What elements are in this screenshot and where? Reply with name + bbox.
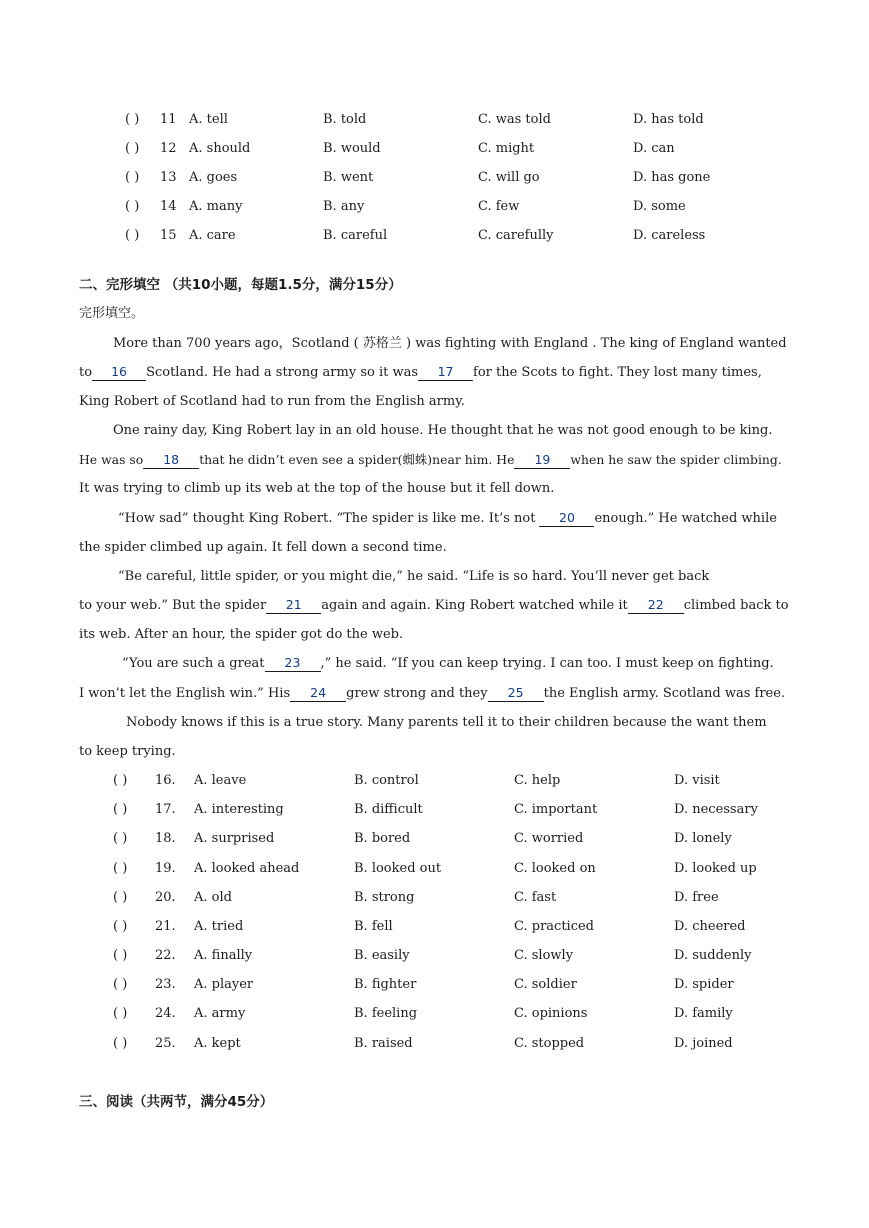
option-c: C. help <box>514 773 561 788</box>
question-number: 11 <box>160 112 177 127</box>
blank-18: 18 <box>143 452 199 469</box>
question-number: 21. <box>155 919 176 934</box>
section-instruction: 完形填空。 <box>79 306 145 321</box>
option-c: C. might <box>478 141 535 156</box>
passage-line <box>79 450 789 470</box>
option-a: A. surprised <box>194 831 275 846</box>
option-b: B. control <box>354 773 419 788</box>
answer-paren: ( ) <box>113 948 128 963</box>
passage-line <box>79 363 784 383</box>
option-c: C. soldier <box>514 977 577 992</box>
question-number: 18. <box>155 831 176 846</box>
option-a: A. many <box>189 199 243 214</box>
answer-paren: ( ) <box>113 919 128 934</box>
choice-row <box>113 946 833 966</box>
question-number: 25. <box>155 1036 176 1051</box>
question-number: 22. <box>155 948 176 963</box>
passage-line: its web. After an hour, the spider got do the web. <box>79 627 404 642</box>
option-b: B. raised <box>354 1036 413 1051</box>
question-number: 15 <box>160 228 177 243</box>
option-d: D. careless <box>633 228 706 243</box>
option-c: C. fast <box>514 890 557 905</box>
blank-21: 21 <box>266 597 321 614</box>
option-a: A. kept <box>194 1036 241 1051</box>
choice-row <box>113 859 833 879</box>
passage-line: the spider climbed up again. It fell down a second time. <box>79 540 447 555</box>
option-b: B. feeling <box>354 1006 418 1021</box>
option-b: B. any <box>323 199 365 214</box>
passage-text: when he saw the spider climbing. <box>570 452 782 467</box>
option-d: D. some <box>633 199 686 214</box>
option-d: D. cheered <box>674 919 746 934</box>
option-d: D. has gone <box>633 170 711 185</box>
option-d: D. can <box>633 141 675 156</box>
blank-16: 16 <box>92 364 146 381</box>
passage-line: “Be careful, little spider, or you might die,” he said. “Life is so hard. You’ll never get back <box>118 569 710 584</box>
question-number: 12 <box>160 141 177 156</box>
option-c: C. carefully <box>478 228 554 243</box>
option-b: B. went <box>323 170 374 185</box>
question-number: 16. <box>155 773 176 788</box>
passage-text: for the Scots to fight. They lost many times, <box>473 365 762 380</box>
question-number: 20. <box>155 890 176 905</box>
answer-paren: ( ) <box>113 802 128 817</box>
answer-paren: ( ) <box>113 1036 128 1051</box>
choice-row <box>125 168 845 188</box>
blank-23: 23 <box>265 655 321 672</box>
option-d: D. lonely <box>674 831 732 846</box>
answer-paren: ( ) <box>125 141 140 156</box>
passage-text: I won’t let the English win.” His <box>79 686 291 701</box>
passage-line: It was trying to climb up its web at the top of the house but it fell down. <box>79 481 555 496</box>
answer-paren: ( ) <box>113 831 128 846</box>
answer-paren: ( ) <box>125 170 140 185</box>
passage-text: “How sad” thought King Robert. “The spider is like me. It’s not <box>118 511 536 526</box>
choice-row <box>125 139 845 159</box>
question-number: 23. <box>155 977 176 992</box>
option-c: C. few <box>478 199 520 214</box>
answer-paren: ( ) <box>113 1006 128 1021</box>
option-b: B. fighter <box>354 977 417 992</box>
option-a: A. should <box>189 141 251 156</box>
passage-text: climbed back to <box>683 598 789 613</box>
option-b: B. bored <box>354 831 411 846</box>
choice-row <box>113 800 833 820</box>
option-c: C. slowly <box>514 948 574 963</box>
choice-row <box>125 226 845 246</box>
option-a: A. care <box>189 228 236 243</box>
passage-line: to keep trying. <box>79 744 176 759</box>
option-d: D. visit <box>674 773 720 788</box>
option-d: D. necessary <box>674 802 758 817</box>
choice-row <box>113 1004 833 1024</box>
passage-text: ,” he said. “If you can keep trying. I can too. I must keep on fighting. <box>320 656 774 671</box>
option-b: B. careful <box>323 228 388 243</box>
blank-19: 19 <box>514 452 570 469</box>
passage-text: that he didn’t even see a spider(蜘蛛)near him. He <box>199 452 515 467</box>
option-b: B. strong <box>354 890 415 905</box>
option-b: B. looked out <box>354 861 442 876</box>
option-d: D. free <box>674 890 719 905</box>
passage-text: Scotland. He had a strong army so it was <box>146 365 419 380</box>
section-heading: 三、阅读（共两节，满分45分） <box>79 1094 274 1110</box>
option-a: A. interesting <box>194 802 284 817</box>
question-number: 24. <box>155 1006 176 1021</box>
option-a: A. finally <box>194 948 253 963</box>
passage-line <box>79 684 785 704</box>
blank-24: 24 <box>290 685 346 702</box>
section-heading: 二、完形填空 （共10小题，每题1.5分，满分15分） <box>79 277 402 293</box>
blank-20: 20 <box>539 510 594 527</box>
option-a: A. army <box>194 1006 246 1021</box>
option-b: B. fell <box>354 919 393 934</box>
passage-line <box>118 509 777 529</box>
choice-row <box>113 771 833 791</box>
passage-line: Nobody knows if this is a true story. Many parents tell it to their children because the want them <box>126 715 767 730</box>
blank-25: 25 <box>488 685 544 702</box>
choice-row <box>113 888 833 908</box>
option-b: B. told <box>323 112 367 127</box>
passage-line <box>122 654 774 674</box>
passage-line: King Robert of Scotland had to run from the English army. <box>79 394 465 409</box>
question-number: 19. <box>155 861 176 876</box>
option-c: C. worried <box>514 831 584 846</box>
option-d: D. suddenly <box>674 948 752 963</box>
blank-17: 17 <box>418 364 473 381</box>
option-b: B. difficult <box>354 802 423 817</box>
question-number: 13 <box>160 170 177 185</box>
passage-line: One rainy day, King Robert lay in an old house. He thought that he was not good enough to be king. <box>113 423 773 438</box>
answer-paren: ( ) <box>125 228 140 243</box>
choice-row <box>125 110 845 130</box>
passage-text: again and again. King Robert watched while it <box>321 598 628 613</box>
option-d: D. has told <box>633 112 704 127</box>
choice-row <box>125 197 845 217</box>
option-b: B. would <box>323 141 381 156</box>
answer-paren: ( ) <box>113 773 128 788</box>
option-b: B. easily <box>354 948 410 963</box>
option-a: A. old <box>194 890 232 905</box>
option-c: C. looked on <box>514 861 596 876</box>
choice-row <box>113 917 833 937</box>
passage-text: He was so <box>79 452 144 467</box>
answer-paren: ( ) <box>113 861 128 876</box>
option-d: D. spider <box>674 977 734 992</box>
answer-paren: ( ) <box>113 890 128 905</box>
option-a: A. looked ahead <box>194 861 300 876</box>
option-c: C. will go <box>478 170 540 185</box>
option-d: D. looked up <box>674 861 757 876</box>
answer-paren: ( ) <box>125 199 140 214</box>
choice-row <box>113 975 833 995</box>
question-number: 14 <box>160 199 177 214</box>
passage-text: enough.” He watched while <box>594 511 777 526</box>
option-c: C. stopped <box>514 1036 585 1051</box>
option-a: A. tried <box>194 919 244 934</box>
choice-row <box>113 829 833 849</box>
passage-text: to your web.” But the spider <box>79 598 267 613</box>
choice-row <box>113 1034 833 1054</box>
passage-text: the English army. Scotland was free. <box>543 686 786 701</box>
question-number: 17. <box>155 802 176 817</box>
option-d: D. joined <box>674 1036 733 1051</box>
answer-paren: ( ) <box>125 112 140 127</box>
option-c: C. was told <box>478 112 551 127</box>
option-a: A. leave <box>194 773 247 788</box>
option-a: A. player <box>194 977 254 992</box>
passage-text: “You are such a great <box>122 656 265 671</box>
option-c: C. practiced <box>514 919 594 934</box>
option-a: A. goes <box>189 170 238 185</box>
option-a: A. tell <box>189 112 228 127</box>
option-d: D. family <box>674 1006 733 1021</box>
passage-line <box>79 596 789 616</box>
option-c: C. opinions <box>514 1006 588 1021</box>
passage-text: grew strong and they <box>346 686 488 701</box>
blank-22: 22 <box>628 597 684 614</box>
passage-line: More than 700 years ago，Scotland ( 苏格兰 ) was fighting with England . The king of England wanted <box>113 336 787 351</box>
option-c: C. important <box>514 802 598 817</box>
passage-text: to <box>79 365 93 380</box>
answer-paren: ( ) <box>113 977 128 992</box>
